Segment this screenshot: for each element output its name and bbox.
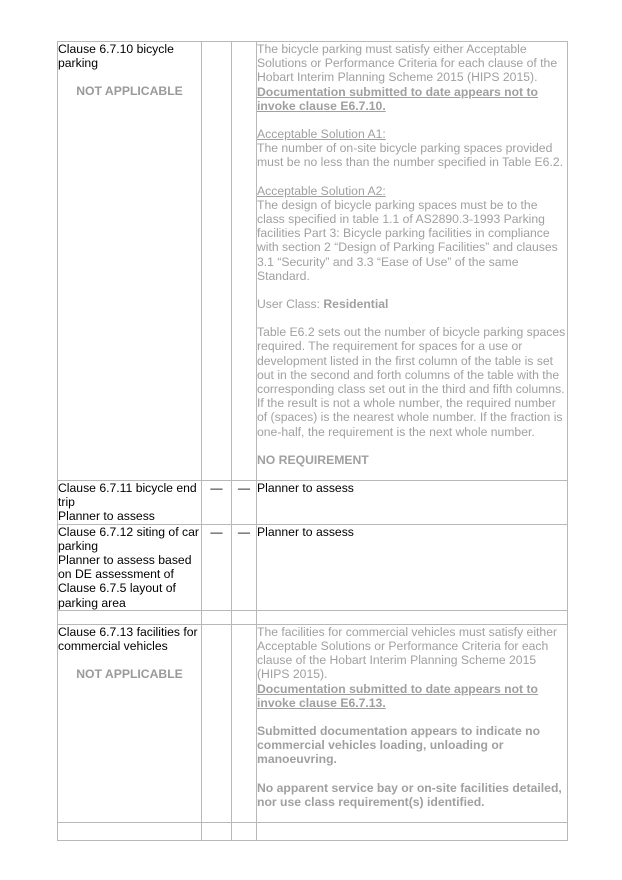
a1-heading: Acceptable Solution A1: (257, 127, 386, 142)
status-badge: NOT APPLICABLE (76, 667, 183, 682)
documentation-note: Documentation submitted to date appears not to invoke clause E6.7.10. (257, 84, 539, 113)
description-cell (257, 42, 568, 481)
intro-text: The bicycle parking must satisfy either Acceptable Solutions or Performance Criteria for each clause of the Hobart Interim Planning Scheme 2015 (HIPS 2015). (257, 42, 558, 85)
clause-cell (58, 624, 202, 822)
clause-title: Clause 6.7.12 siting of car parking (58, 524, 199, 553)
dash-mark: — (210, 524, 223, 539)
empty-cell (232, 610, 257, 624)
clause-note: Planner to assess based on DE assessment of Clause 6.7.5 layout of parking area (58, 553, 192, 610)
clause-cell (58, 42, 202, 481)
clause-title: Clause 6.7.10 bicycle parking (58, 42, 174, 71)
table-row-empty (58, 610, 568, 624)
empty-cell (232, 822, 257, 840)
finding-note: No apparent service bay or on-site facilities detailed, nor use class requirement(s) identified. (257, 780, 562, 809)
empty-cell (257, 610, 568, 624)
empty-cell (232, 42, 257, 481)
dash-mark: — (237, 524, 251, 539)
dash-mark: — (210, 481, 223, 495)
a1-text: The number of on-site bicycle parking spaces provided must be no less than the number specified in Table E6.2. (257, 141, 564, 170)
description-cell (257, 624, 568, 822)
empty-cell (202, 610, 232, 624)
clause-title: Clause 6.7.11 bicycle end trip (58, 481, 197, 510)
description-cell (257, 481, 568, 525)
clause-cell (58, 524, 202, 610)
table-e62-text: Table E6.2 sets out the number of bicycle parking spaces required. The requirement for spaces for a use or development listed in the first column of the table is set out in the second and forth columns of the table with the corresponding class set out in the third and fifth columns. If the result is not a whole number, the required number of (spaces) is the nearest whole number. If the fraction is one-half, the requirement is the next whole number. (257, 325, 566, 439)
intro-text: The facilities for commercial vehicles must satisfy either Acceptable Solutions or Performance Criteria for each clause of the Hobart Interim Planning Scheme 2015 (HIPS 2015). (257, 624, 558, 682)
empty-cell (58, 610, 202, 624)
table-row (58, 42, 568, 481)
empty-cell (202, 624, 232, 822)
conclusion-text: NO REQUIREMENT (257, 452, 369, 467)
table-row (58, 524, 568, 610)
dash-cell (232, 524, 257, 610)
a2-text: The design of bicycle parking spaces must be to the class specified in table 1.1 of AS2890.3-1993 Parking facilities Part 3: Bicycle parking facilities in compliance with section 2 “Design of Parking Facilities” and clauses 3.1 “Security” and 3.3 “Ease of Use” of the same Standard. (257, 197, 558, 283)
empty-cell (58, 822, 202, 840)
clause-assessment-table (57, 41, 568, 841)
a2-heading: Acceptable Solution A2: (257, 183, 386, 198)
table-row-empty (58, 822, 568, 840)
dash-mark: — (237, 481, 251, 495)
dash-cell (202, 524, 232, 610)
assessment-text: Planner to assess (257, 481, 354, 495)
clause-note: Planner to assess (58, 509, 155, 524)
dash-cell (202, 481, 232, 525)
clause-cell (58, 481, 202, 525)
documentation-note: Documentation submitted to date appears not to invoke clause E6.7.13. (257, 681, 539, 710)
user-class-label: User Class: (257, 297, 324, 312)
description-cell (257, 524, 568, 610)
user-class-value: Residential (323, 297, 389, 312)
user-class-line (257, 297, 567, 311)
empty-cell (202, 822, 232, 840)
table-row (58, 481, 568, 525)
empty-cell (257, 822, 568, 840)
dash-cell (232, 481, 257, 525)
status-badge: NOT APPLICABLE (76, 84, 183, 99)
assessment-text: Planner to assess (257, 524, 354, 539)
empty-cell (202, 42, 232, 481)
clause-title: Clause 6.7.13 facilities for commercial vehicles (58, 624, 198, 654)
finding-note: Submitted documentation appears to indicate no commercial vehicles loading, unloading or manoeuvring. (257, 724, 541, 767)
table-row (58, 624, 568, 822)
empty-cell (232, 624, 257, 822)
